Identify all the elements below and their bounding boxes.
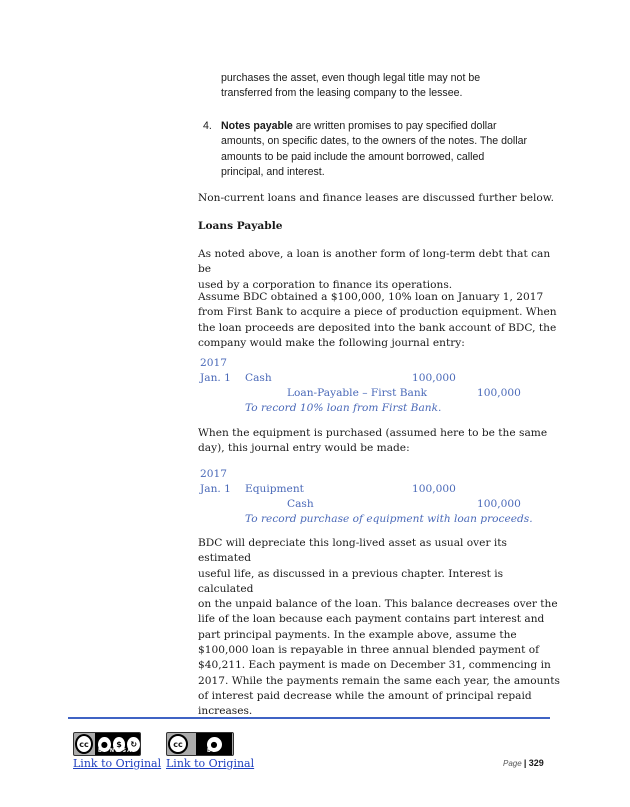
- text-line: principal, and interest.: [221, 165, 325, 178]
- journal-year: 2017: [200, 468, 227, 480]
- sa-icon: ↻: [127, 737, 140, 752]
- term-notes-payable: Notes payable: [221, 120, 293, 132]
- journal-year: 2017: [200, 357, 227, 369]
- text-line: $40,211. Each payment is made on December 31, commencing in: [198, 659, 551, 672]
- journal-credit-amount: 100,000: [477, 498, 521, 510]
- badge-label: BY NC SA: [98, 748, 132, 754]
- journal-memo: To record purchase of equipment with loan proceeds.: [245, 513, 533, 525]
- list-item-3-continued: [221, 71, 551, 102]
- cc-icon: cc: [75, 734, 93, 754]
- text-line: company would make the following journal entry:: [198, 336, 465, 349]
- journal-debit-account: Cash: [245, 372, 272, 384]
- page-number: [503, 758, 544, 768]
- text-line: are written promises to pay specified dollar: [292, 120, 497, 132]
- journal-debit-amount: 100,000: [412, 483, 456, 495]
- text-line: amounts, on specific dates, to the owners of the notes. The dollar: [221, 135, 528, 148]
- text-line: When the equipment is purchased (assumed here to be the same: [198, 427, 548, 439]
- link-to-original-1[interactable]: Link to Original: [73, 757, 162, 770]
- paragraph-noncurrent: Non-current loans and finance leases are discussed further below.: [198, 192, 554, 204]
- cc-by-nc-sa-badge[interactable]: [73, 732, 141, 756]
- list-item-4: [221, 119, 561, 180]
- paragraph-assume: [198, 290, 560, 351]
- text-line: $100,000 loan is repayable in three annual blended payment of: [198, 644, 540, 657]
- cc-icon: cc: [168, 734, 188, 754]
- text-line: amounts to be paid include the amount borrowed, called: [221, 150, 485, 163]
- text-line: useful life, as discussed in a previous chapter. Interest is calculated: [198, 567, 504, 595]
- text-line: from First Bank to acquire a piece of production equipment. When: [198, 306, 557, 319]
- journal-credit-account: Cash: [287, 498, 314, 510]
- nc-icon: $: [113, 737, 126, 752]
- journal-memo: To record 10% loan from First Bank.: [245, 402, 442, 414]
- link-to-original-2[interactable]: Link to Original: [166, 757, 255, 770]
- journal-credit-amount: 100,000: [477, 387, 521, 399]
- page-number-value: 329: [528, 758, 544, 768]
- section-heading: Loans Payable: [198, 220, 283, 232]
- page-label: Page: [503, 759, 522, 768]
- text-line: purchases the asset, even though legal title may not be: [221, 72, 481, 84]
- page-separator: |: [523, 758, 527, 768]
- by-icon: ●: [207, 737, 222, 752]
- journal-debit-account: Equipment: [245, 483, 304, 495]
- text-line: life of the loan because each payment contains part interest and: [198, 613, 545, 626]
- text-line: the loan proceeds are deposited into the bank account of BDC, the: [198, 321, 557, 334]
- cc-by-badge[interactable]: [166, 732, 234, 756]
- list-number: 4.: [203, 120, 212, 132]
- text-line: transferred from the leasing company to the lessee.: [221, 87, 463, 100]
- text-line: day), this journal entry would be made:: [198, 442, 410, 455]
- text-line: Assume BDC obtained a $100,000, 10% loan on January 1, 2017: [198, 291, 544, 303]
- by-icon: ●: [98, 737, 111, 752]
- journal-credit-account: Loan-Payable – First Bank: [287, 387, 428, 399]
- text-line: As noted above, a loan is another form of long-term debt that can be: [198, 248, 551, 276]
- text-line: used by a corporation to finance its operations.: [198, 278, 453, 291]
- badge-label: BY: [207, 748, 217, 754]
- text-line: increases.: [198, 705, 253, 718]
- footer-rule: [68, 717, 550, 719]
- journal-date: Jan. 1: [200, 483, 231, 495]
- paragraph-depreciate: [198, 536, 560, 720]
- text-line: BDC will depreciate this long-lived asset as usual over its estimated: [198, 537, 507, 565]
- text-line: on the unpaid balance of the loan. This balance decreases over the: [198, 598, 558, 611]
- text-line: of interest paid decrease while the amount of principal repaid: [198, 689, 532, 702]
- paragraph-loan-intro: [198, 247, 560, 293]
- journal-date: Jan. 1: [200, 372, 231, 384]
- journal-debit-amount: 100,000: [412, 372, 456, 384]
- text-line: 2017. While the payments remain the same each year, the amounts: [198, 674, 560, 687]
- text-line: part principal payments. In the example above, assume the: [198, 628, 517, 641]
- paragraph-equipment: [198, 426, 560, 457]
